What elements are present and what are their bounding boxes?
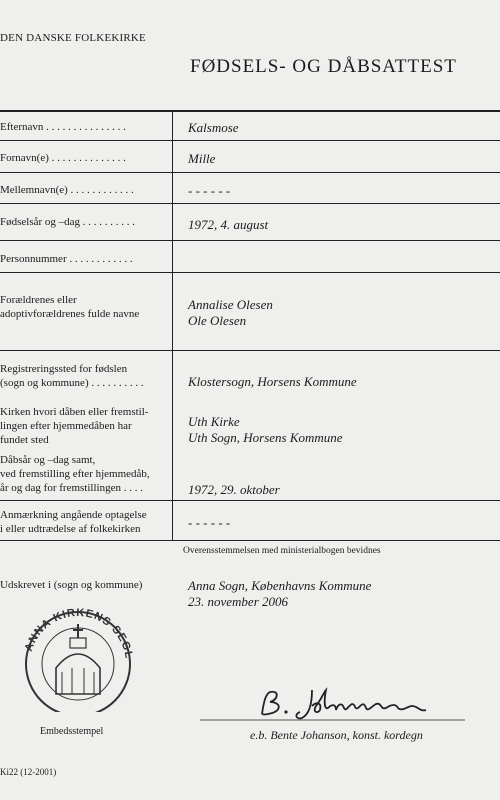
value-birth-date: 1972, 4. august bbox=[188, 217, 269, 232]
label-birth-registration: Registreringssted for fødslen (sogn og kommune) . . . . . . . . . . bbox=[0, 363, 144, 389]
rule-row2 bbox=[0, 172, 500, 173]
signature-caption: e.b. Bente Johanson, konst. kordegn bbox=[250, 728, 423, 742]
label-birth-date: Fødselsår og –dag . . . . . . . . . . bbox=[0, 216, 136, 228]
issued-place: Anna Sogn, Københavns Kommune bbox=[188, 578, 372, 593]
svg-text:ANNA KIRKENS SEGL: ANNA KIRKENS SEGL bbox=[22, 606, 135, 661]
concordance-note: Overensstemmelsen med ministerialbogen bevidnes bbox=[183, 546, 381, 556]
stamp-label: Embedsstempel bbox=[40, 726, 104, 737]
label-baptism-church: Kirken hvori dåben eller fremstil- lingen efter hjemmedåben har fundet sted bbox=[0, 406, 149, 446]
organization-name: DEN DANSKE FOLKEKIRKE bbox=[0, 32, 146, 44]
church-seal-stamp bbox=[12, 602, 142, 712]
label-first-names: Fornavn(e) . . . . . . . . . . . . . . bbox=[0, 152, 126, 164]
rule-row4 bbox=[0, 240, 500, 241]
seal-icon bbox=[12, 602, 142, 712]
value-first-names: Mille bbox=[188, 151, 216, 166]
value-baptism-date: 1972, 29. oktober bbox=[188, 482, 280, 497]
label-middle-names: Mellemnavn(e) . . . . . . . . . . . . bbox=[0, 184, 134, 196]
issued-date: 23. november 2006 bbox=[188, 594, 289, 609]
rule-bottom bbox=[0, 540, 500, 541]
document-title: FØDSELS- OG DÅBSATTEST bbox=[190, 56, 457, 77]
rule-top bbox=[0, 110, 500, 112]
label-baptism-date: Dåbsår og –dag samt, ved fremstilling efter hjemmedåb, år og dag for fremstillingen . . . . bbox=[0, 454, 150, 494]
rule-row7 bbox=[0, 500, 500, 501]
value-middle-names: - - - - - - bbox=[188, 183, 231, 198]
value-birth-registration: Klostersogn, Horsens Kommune bbox=[188, 374, 357, 389]
value-church-membership-note: - - - - - - bbox=[188, 515, 231, 530]
label-cpr-number: Personnummer . . . . . . . . . . . . bbox=[0, 253, 133, 265]
value-surname: Kalsmose bbox=[188, 120, 239, 135]
handwritten-signature bbox=[200, 684, 480, 724]
issued-label: Udskrevet i (sogn og kommune) bbox=[0, 579, 143, 591]
rule-row6 bbox=[0, 350, 500, 351]
value-baptism-church: Uth Kirke Uth Sogn, Horsens Kommune bbox=[188, 414, 343, 445]
value-parents: Annalise Olesen Ole Olesen bbox=[188, 297, 273, 328]
rule-row3 bbox=[0, 203, 500, 204]
column-divider bbox=[172, 110, 173, 540]
form-code: Ki22 (12-2001) bbox=[0, 767, 57, 777]
label-surname: Efternavn . . . . . . . . . . . . . . . bbox=[0, 121, 126, 133]
rule-row5 bbox=[0, 272, 500, 273]
label-parents: Forældrenes eller adoptivforældrenes fulde navne bbox=[0, 294, 140, 320]
label-church-membership-note: Anmærkning angående optagelse i eller udtrædelse af folkekirken bbox=[0, 509, 147, 535]
rule-row1 bbox=[0, 140, 500, 141]
